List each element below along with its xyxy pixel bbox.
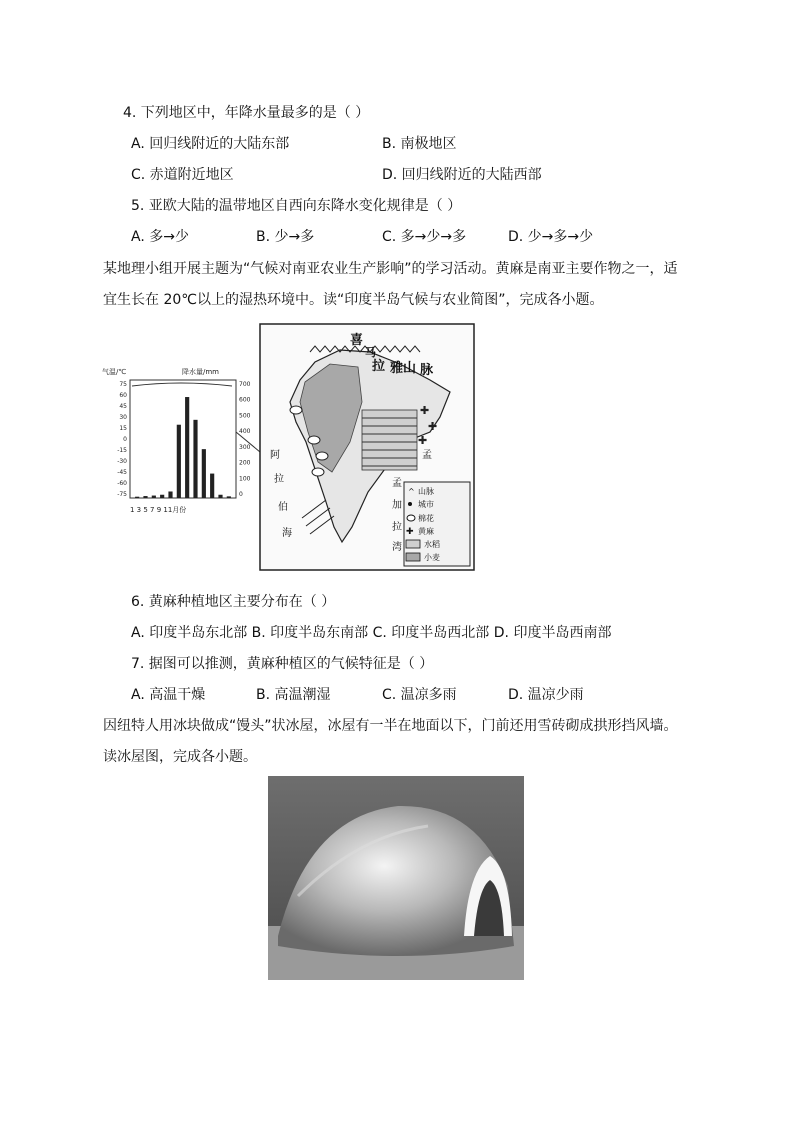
map-mountain-label-1: 喜 (350, 333, 364, 348)
map-bay-label-2: 加 (392, 500, 402, 511)
legend-rice: 水稻 (424, 540, 440, 549)
left-tick-label: -15 (117, 447, 127, 454)
right-tick-label: 600 (239, 396, 251, 404)
map-bay-extra-label: 孟 (422, 450, 432, 461)
q5-option-a: A. 多→少 (131, 229, 189, 245)
q4-option-b: B. 南极地区 (382, 136, 457, 152)
temperature-curve (132, 383, 232, 386)
igloo-photo (268, 776, 524, 980)
precip-bar-11 (218, 495, 222, 498)
map-sea-label-2: 拉 (274, 474, 284, 485)
legend-jute: 黄麻 (418, 527, 434, 536)
q6-options: A. 印度半岛东北部 B. 印度半岛东南部 C. 印度半岛西北部 D. 印度半岛西南部 (131, 625, 612, 641)
left-tick-label: -30 (117, 458, 127, 465)
precip-bar-2 (143, 496, 147, 498)
map-mountain-label-3: 拉 (372, 359, 386, 374)
q4-stem: 4. 下列地区中，年降水量最多的是（ ） (123, 105, 370, 121)
right-tick-label: 0 (239, 491, 243, 498)
svg-text:✚: ✚ (406, 527, 414, 537)
precip-bar-3 (152, 496, 156, 498)
q7-option-c: C. 温凉多雨 (382, 687, 457, 703)
precip-bar-8 (193, 420, 197, 498)
right-tick-label: 500 (239, 412, 251, 420)
precip-bar-12 (227, 496, 231, 498)
left-tick-label: 15 (119, 425, 127, 432)
right-tick-label: 300 (239, 443, 251, 451)
map-legend (404, 482, 470, 566)
climate-chart (102, 367, 251, 514)
map-mountain-label-4: 雅山 (390, 361, 417, 376)
india-map (260, 324, 474, 570)
q7-option-b: B. 高温潮湿 (256, 687, 331, 703)
q5-stem: 5. 亚欧大陆的温带地区自西向东降水变化规律是（ ） (131, 198, 462, 214)
left-tick-label: -45 (117, 469, 127, 476)
left-tick-label: -60 (117, 480, 127, 487)
chart-frame (130, 380, 236, 498)
q5-option-b: B. 少→多 (256, 229, 315, 245)
legend-wheat: 小麦 (424, 553, 440, 562)
svg-text:✚: ✚ (418, 434, 428, 447)
map-sea-label-4: 海 (282, 528, 292, 539)
q7-stem: 7. 据图可以推测，黄麻种植区的气候特征是（ ） (131, 656, 434, 672)
precip-bar-6 (177, 425, 181, 498)
left-tick-label: 45 (119, 403, 127, 410)
chart-x-ticks: 1 3 5 7 9 11月份 (130, 506, 187, 514)
intro1-line1: 某地理小组开展主题为“气候对南亚农业生产影响”的学习活动。黄麻是南亚主要作物之一，适 (103, 261, 678, 277)
chart-bars (135, 397, 231, 498)
rice-region (362, 410, 417, 470)
q5-option-c: C. 多→少→多 (382, 229, 467, 245)
right-tick-label: 100 (239, 475, 251, 483)
precip-bar-7 (185, 397, 189, 498)
left-tick-label: -75 (117, 491, 127, 498)
q7-option-a: A. 高温干燥 (131, 687, 206, 703)
left-tick-label: 60 (119, 392, 127, 399)
precip-bar-5 (168, 491, 172, 498)
legend-mountain: 山脉 (418, 487, 434, 496)
chart-left-ticks (117, 381, 127, 498)
map-bay-label-3: 拉 (392, 522, 402, 533)
precip-bar-1 (135, 497, 139, 498)
svg-text:✚: ✚ (420, 404, 430, 417)
india-figure-svg (100, 322, 480, 574)
map-mountain-label-5: 脉 (420, 363, 434, 378)
svg-text:✚: ✚ (428, 420, 438, 433)
intro2-line1: 因纽特人用冰块做成“馒头”状冰屋，冰屋有一半在地面以下，门前还用雪砖砌成拱形挡风墙。 (103, 718, 678, 734)
igloo-photo-svg (268, 776, 524, 980)
chart-left-title: 气温/℃ (102, 368, 127, 376)
map-sea-label-3: 伯 (278, 502, 288, 513)
q6-stem: 6. 黄麻种植地区主要分布在（ ） (131, 594, 336, 610)
q7-option-d: D. 温凉少雨 (508, 687, 584, 703)
precip-bar-9 (202, 449, 206, 498)
svg-text:^: ^ (408, 487, 415, 496)
map-bay-label-1: 孟 (392, 478, 402, 489)
map-bay-label-4: 湾 (392, 542, 402, 553)
precip-bar-10 (210, 474, 214, 498)
left-tick-label: 75 (119, 381, 127, 388)
right-tick-label: 200 (239, 459, 251, 467)
left-tick-label: 0 (123, 436, 127, 443)
map-sea-label-1: 阿 (270, 450, 280, 461)
india-figure (100, 322, 480, 574)
q4-option-a: A. 回归线附近的大陆东部 (131, 136, 290, 152)
legend-cotton: 棉花 (418, 514, 434, 523)
map-mountain-label-2: 马 (365, 346, 376, 359)
right-tick-label: 700 (239, 381, 251, 388)
q5-option-d: D. 少→多→少 (508, 229, 594, 245)
intro1-line2: 宜生长在 20℃以上的湿热环境中。读“印度半岛气候与农业简图”，完成各小题。 (103, 292, 604, 308)
legend-city: 城市 (418, 500, 434, 509)
chart-right-title: 降水量/mm (182, 368, 219, 376)
right-tick-label: 400 (239, 428, 251, 436)
left-tick-label: 30 (119, 414, 127, 421)
intro2-line2: 读冰屋图，完成各小题。 (103, 749, 257, 765)
precip-bar-4 (160, 495, 164, 498)
q4-option-d: D. 回归线附近的大陆西部 (382, 167, 542, 183)
q4-option-c: C. 赤道附近地区 (131, 167, 234, 183)
